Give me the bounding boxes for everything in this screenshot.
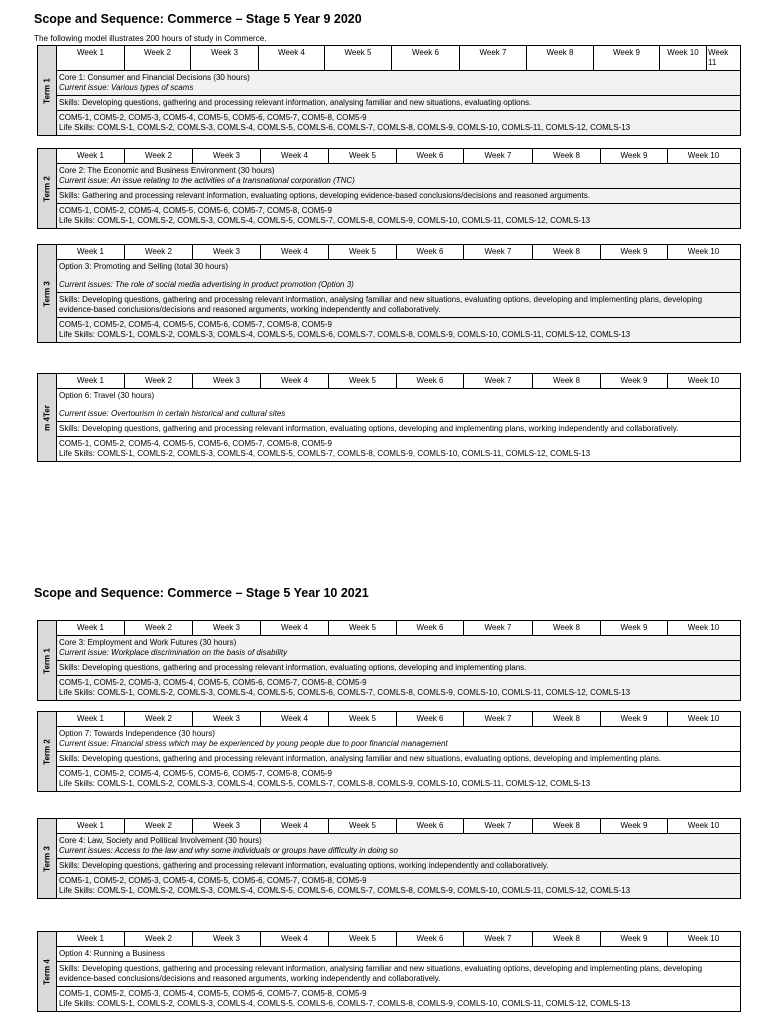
- week-cell: Week 4: [261, 374, 329, 388]
- topic-title: Core 4: Law, Society and Political Involvement (30 hours): [59, 836, 262, 845]
- current-issue: Current issue: Various types of scams: [59, 83, 194, 92]
- week-cell: Week 6: [397, 149, 464, 163]
- week-cell: Week 6: [397, 712, 464, 726]
- life-skills-text: Life Skills: COMLS-1, COMLS-2, COMLS-3, COMLS-4, COMLS-5, COMLS-6, COMLS-7, COMLS-8, COMLS-9, COMLS-10, COMLS-11, COMLS-12, COMLS-13: [59, 886, 631, 895]
- week-cell: Week 8: [533, 819, 601, 833]
- outcomes-row: [57, 318, 740, 342]
- outcomes-row: [57, 111, 740, 135]
- week-cell: Week 4: [261, 932, 329, 946]
- week-cell: Week 1: [57, 245, 125, 259]
- term-block: [37, 148, 741, 229]
- life-skills-text: Life Skills: COMLS-1, COMLS-2, COMLS-3, COMLS-4, COMLS-5, COMLS-6, COMLS-7, COMLS-8, COMLS-9, COMLS-10, COMLS-11, COMLS-12, COMLS-13: [59, 330, 631, 339]
- week-header-row: [57, 46, 740, 71]
- week-cell: Week 5: [329, 819, 397, 833]
- current-issue: Current issue: Workplace discrimination on the basis of disability: [59, 648, 288, 657]
- week-cell: Week 3: [193, 819, 261, 833]
- outcomes-text: COM5-1, COM5-2, COM5-3, COM5-4, COM5-5, COM5-6, COM5-7, COM5-8, COM5-9: [59, 678, 367, 687]
- week-cell: Week 4: [261, 245, 329, 259]
- week-cell: Week 5: [329, 149, 397, 163]
- week-cell: Week 5: [329, 621, 397, 635]
- term-block: [37, 818, 741, 899]
- week-cell: Week 7: [464, 819, 533, 833]
- week-cell: Week 10: [687, 714, 720, 723]
- week-cell: Week 3: [193, 374, 261, 388]
- week-cell: Week 1: [57, 621, 125, 635]
- term-block: [37, 244, 741, 343]
- week-cell: Week 6: [397, 819, 464, 833]
- skills-row: Skills: Developing questions, gathering and processing relevant information, evaluating options, developing and implementing plans.: [57, 661, 740, 676]
- topic-row: [57, 164, 740, 189]
- week-cell: Week 7: [464, 932, 533, 946]
- week-cell: Week 1: [57, 819, 125, 833]
- section-title: Scope and Sequence: Commerce – Stage 5 Year 10 2021: [34, 586, 369, 600]
- life-skills-text: Life Skills: COMLS-1, COMLS-2, COMLS-3, COMLS-4, COMLS-5, COMLS-7, COMLS-8, COMLS-9, COMLS-10, COMLS-11, COMLS-12, COMLS-13: [59, 216, 591, 225]
- week-cell: Week 3: [193, 621, 261, 635]
- week-cell: Week 11: [708, 48, 729, 67]
- topic-title: Option 7: Towards Independence (30 hours): [59, 729, 215, 738]
- week-cell: Week 2: [125, 374, 193, 388]
- week-cell: Week 7: [464, 621, 533, 635]
- page-title: Scope and Sequence: Commerce – Stage 5 Year 9 2020: [34, 12, 362, 26]
- outcomes-row: [57, 874, 740, 898]
- topic-row: [57, 71, 740, 96]
- week-cell: Week 2: [125, 46, 191, 70]
- week-cell: Week 7: [464, 712, 533, 726]
- week-cell: Week 1: [57, 932, 125, 946]
- week-cell: Week 4: [261, 621, 329, 635]
- week-cell: Week 2: [125, 621, 193, 635]
- week-cell: Week 9: [601, 712, 668, 726]
- outcomes-text: COM5-1, COM5-2, COM5-3, COM5-4, COM5-5, COM5-6, COM5-7, COM5-8, COM5-9: [59, 989, 367, 998]
- life-skills-text: Life Skills: COMLS-1, COMLS-2, COMLS-3, COMLS-4, COMLS-5, COMLS-6, COMLS-7, COMLS-8, COMLS-9, COMLS-10, COMLS-11, COMLS-12, COMLS-13: [59, 123, 631, 132]
- skills-row: Skills: Developing questions, gathering and processing relevant information, analysing familiar and new situations, evaluating options, developing and implementing plans, developing evidence-based conclusions/decisions and reasoned arguments, working independently and collaboratively.: [57, 962, 740, 987]
- week-header-row: [57, 374, 740, 389]
- week-cell: Week 8: [533, 712, 601, 726]
- current-issue: Current issues: The role of social media advertising in product promotion (Option 3): [59, 280, 354, 289]
- week-cell: Week 6: [397, 932, 464, 946]
- current-issue: Current issue: Financial stress which may be experienced by young people due to poor financial management: [59, 739, 448, 748]
- outcomes-row: [57, 987, 740, 1011]
- week-cell: Week 6: [397, 374, 464, 388]
- term-block: [37, 373, 741, 462]
- week-cell: Week 2: [125, 932, 193, 946]
- week-cell: Week 7: [460, 46, 527, 70]
- life-skills-text: Life Skills: COMLS-1, COMLS-2, COMLS-3, COMLS-4, COMLS-5, COMLS-6, COMLS-7, COMLS-8, COMLS-9, COMLS-10, COMLS-11, COMLS-12, COMLS-13: [59, 999, 631, 1008]
- week-cell: Week 10: [687, 376, 720, 385]
- week-cell: Week 1: [57, 712, 125, 726]
- week-cell: Week 8: [533, 374, 601, 388]
- topic-row: [57, 260, 740, 293]
- week-cell: Week 1: [57, 46, 125, 70]
- week-cell: Week 8: [533, 149, 601, 163]
- outcomes-row: [57, 767, 740, 791]
- week-cell: Week 9: [601, 374, 668, 388]
- week-header-row: [57, 621, 740, 636]
- outcomes-text: COM5-1, COM5-2, COM5-4, COM5-5, COM5-6, COM5-7, COM5-8, COM5-9: [59, 206, 332, 215]
- term-block: [37, 711, 741, 792]
- outcomes-row: [57, 437, 740, 461]
- week-cell: Week 1: [57, 374, 125, 388]
- skills-row: Skills: Developing questions, gathering and processing relevant information, analysing familiar and new situations, evaluating options, developing and implementing plans.: [57, 752, 740, 767]
- week-cell: Week 9: [601, 621, 668, 635]
- week-cell: Week 5: [325, 46, 392, 70]
- week-cell: Week 3: [193, 149, 261, 163]
- term-label: Term 2: [38, 712, 57, 791]
- week-cell: Week 9: [601, 245, 668, 259]
- week-cell: Week 8: [527, 46, 594, 70]
- week-cell: Week 3: [191, 46, 259, 70]
- week-cell: Week 8: [533, 621, 601, 635]
- week-cell: Week 10: [687, 151, 720, 160]
- week-cell: Week 7: [464, 149, 533, 163]
- term-block: [37, 45, 741, 136]
- skills-row: Skills: Developing questions, gathering and processing relevant information, evaluating options, working independently and collaboratively.: [57, 859, 740, 874]
- week-cell: Week 9: [594, 46, 660, 70]
- week-cell: Week 4: [259, 46, 325, 70]
- topic-title: Core 2: The Economic and Business Environment (30 hours): [59, 166, 275, 175]
- topic-row: [57, 947, 740, 962]
- topic-title: Option 4: Running a Business: [59, 949, 165, 958]
- intro-text: The following model illustrates 200 hours of study in Commerce.: [34, 34, 267, 43]
- term-block: [37, 620, 741, 701]
- week-header-row: [57, 149, 740, 164]
- term-label: Term 1: [38, 46, 57, 135]
- week-cell: Week 6: [397, 621, 464, 635]
- life-skills-text: Life Skills: COMLS-1, COMLS-2, COMLS-3, COMLS-4, COMLS-5, COMLS-7, COMLS-8, COMLS-9, COMLS-10, COMLS-11, COMLS-12, COMLS-13: [59, 449, 591, 458]
- topic-title: Option 6: Travel (30 hours): [59, 391, 155, 400]
- week-cell: Week 4: [261, 819, 329, 833]
- current-issue: Current issues: Access to the law and why some individuals or groups have difficulty in doing so: [59, 846, 398, 855]
- week-header-row: [57, 819, 740, 834]
- week-cell: Week 5: [329, 245, 397, 259]
- week-cell: Week 5: [329, 712, 397, 726]
- week-cell: Week 2: [125, 245, 193, 259]
- skills-row: Skills: Gathering and processing relevant information, evaluating options, developing evidence-based conclusions/decisions and reasoned arguments.: [57, 189, 740, 204]
- topic-title: Core 1: Consumer and Financial Decisions (30 hours): [59, 73, 250, 82]
- outcomes-text: COM5-1, COM5-2, COM5-3, COM5-4, COM5-5, COM5-6, COM5-7, COM5-8, COM5-9: [59, 113, 367, 122]
- term-label: Term 1: [38, 621, 57, 700]
- week-cell: Week 8: [533, 245, 601, 259]
- week-cell: Week 10: [660, 46, 707, 70]
- week-cell: Week 10: [687, 821, 720, 830]
- outcomes-text: COM5-1, COM5-2, COM5-3, COM5-4, COM5-5, COM5-6, COM5-7, COM5-8, COM5-9: [59, 876, 367, 885]
- topic-row: [57, 389, 740, 422]
- topic-title: Core 3: Employment and Work Futures (30 hours): [59, 638, 237, 647]
- week-cell: Week 1: [57, 149, 125, 163]
- outcomes-row: [57, 676, 740, 700]
- week-cell: Week 3: [193, 245, 261, 259]
- week-header-row: [57, 712, 740, 727]
- week-cell: Week 10: [687, 247, 720, 256]
- week-cell: Week 9: [601, 932, 668, 946]
- term-label: Term 2: [38, 149, 57, 228]
- outcomes-text: COM5-1, COM5-2, COM5-4, COM5-5, COM5-6, COM5-7, COM5-8, COM5-9: [59, 769, 332, 778]
- week-cell: Week 4: [261, 149, 329, 163]
- week-cell: Week 9: [601, 149, 668, 163]
- life-skills-text: Life Skills: COMLS-1, COMLS-2, COMLS-3, COMLS-4, COMLS-5, COMLS-6, COMLS-7, COMLS-8, COMLS-9, COMLS-10, COMLS-11, COMLS-12, COMLS-13: [59, 688, 631, 697]
- outcomes-text: COM5-1, COM5-2, COM5-4, COM5-5, COM5-6, COM5-7, COM5-8, COM5-9: [59, 439, 332, 448]
- week-cell: Week 2: [125, 712, 193, 726]
- week-cell: Week 7: [464, 245, 533, 259]
- week-cell: Week 9: [601, 819, 668, 833]
- outcomes-row: [57, 204, 740, 228]
- life-skills-text: Life Skills: COMLS-1, COMLS-2, COMLS-3, COMLS-4, COMLS-5, COMLS-7, COMLS-8, COMLS-9, COMLS-10, COMLS-11, COMLS-12, COMLS-13: [59, 779, 591, 788]
- skills-row: Skills: Developing questions, gathering and processing relevant information, evaluating options, developing and implementing plans, working independently and collaboratively.: [57, 422, 740, 437]
- topic-title: Option 3: Promoting and Selling (total 30 hours): [59, 262, 228, 271]
- term-label: Term 4: [38, 932, 57, 1011]
- week-header-row: [57, 932, 740, 947]
- week-cell: Week 8: [533, 932, 601, 946]
- week-cell: Week 7: [464, 374, 533, 388]
- term-block: [37, 931, 741, 1012]
- outcomes-text: COM5-1, COM5-2, COM5-4, COM5-5, COM5-6, COM5-7, COM5-8, COM5-9: [59, 320, 332, 329]
- topic-row: [57, 727, 740, 752]
- week-cell: Week 2: [125, 149, 193, 163]
- week-cell: Week 4: [261, 712, 329, 726]
- week-cell: Week 6: [392, 46, 460, 70]
- term-label: Term 3: [38, 819, 57, 898]
- week-cell: Week 5: [329, 374, 397, 388]
- week-cell: Week 10: [687, 623, 720, 632]
- week-cell: Week 6: [397, 245, 464, 259]
- topic-row: [57, 834, 740, 859]
- week-cell: Week 10: [687, 934, 720, 943]
- week-cell: Week 2: [125, 819, 193, 833]
- topic-row: [57, 636, 740, 661]
- current-issue: Current issue: Overtourism in certain historical and cultural sites: [59, 409, 286, 418]
- week-header-row: [57, 245, 740, 260]
- skills-row: Skills: Developing questions, gathering and processing relevant information, analysing familiar and new situations, evaluating options.: [57, 96, 740, 111]
- term-label: m 4Ter: [38, 374, 57, 461]
- week-cell: Week 5: [329, 932, 397, 946]
- week-cell: Week 3: [193, 932, 261, 946]
- skills-row: Skills: Developing questions, gathering and processing relevant information, analysing familiar and new situations, evaluating options, developing and implementing plans, developing evidence-based conclusions/decisions and reasoned arguments, working independently and collaboratively.: [57, 293, 740, 318]
- week-cell: Week 3: [193, 712, 261, 726]
- current-issue: Current issue: An issue relating to the activities of a transnational corporation (TNC): [59, 176, 355, 185]
- term-label: Term 3: [38, 245, 57, 342]
